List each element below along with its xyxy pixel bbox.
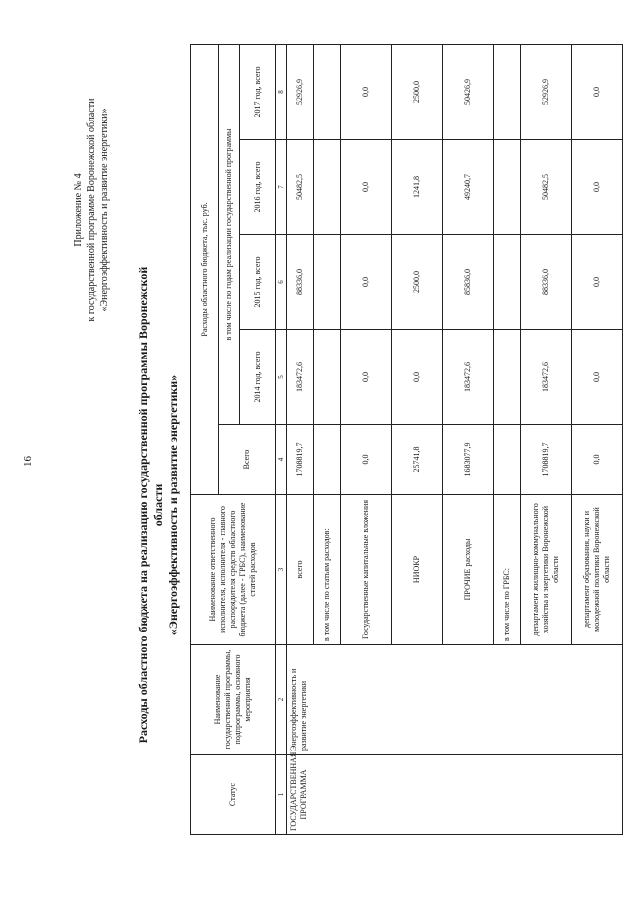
value-2016 (314, 140, 341, 235)
value-2014: 183472,6 (521, 330, 572, 425)
row-label: в том числе по статьям расходов: (314, 495, 341, 645)
value-2017: 50426,9 (443, 44, 494, 139)
row-label: департамент образования, науки и молодежной политики Воронежской области (572, 495, 623, 645)
row-label: всего (287, 495, 314, 645)
value-2015: 2500,0 (392, 235, 443, 330)
budget-table (190, 44, 623, 835)
header-status: Статус (191, 755, 276, 835)
row-label: ПРОЧИЕ расходы (443, 495, 494, 645)
value-total: 0,0 (341, 425, 392, 495)
appendix-line-1: Приложение № 4 (73, 173, 84, 247)
value-2016: 49240,7 (443, 140, 494, 235)
header-year-2017: 2017 год, всего (240, 44, 276, 139)
header-executor: Наименование ответственного исполнителя, исполнителя - главного распорядителя средств областного бюджета (далее - ГРБС), наименование статей расходов (191, 495, 276, 645)
column-number: 4 (276, 425, 287, 495)
header-expenses-group: Расходы областного бюджета, тыс. руб. (191, 44, 219, 494)
value-total: 0,0 (572, 425, 623, 495)
title-line-1: Расходы областного бюджета на реализацию государственной программы Воронежской области (136, 266, 165, 744)
value-2014 (314, 330, 341, 425)
row-label: в том числе по ГРБС: (494, 495, 521, 645)
value-2015: 88336,0 (521, 235, 572, 330)
value-total (494, 425, 521, 495)
appendix-block (72, 20, 111, 400)
value-2016: 50482,5 (287, 140, 314, 235)
value-2014: 0,0 (341, 330, 392, 425)
value-2014: 0,0 (572, 330, 623, 425)
column-number: 5 (276, 330, 287, 425)
value-2017 (314, 44, 341, 139)
appendix-line-3: «Энергоэффективность и развитие энергетики» (99, 108, 110, 312)
header-year-2015: 2015 год, всего (240, 235, 276, 330)
value-2017: 0,0 (572, 44, 623, 139)
program-name-cell: Энергоэффективность и развитие энергетики (287, 645, 623, 755)
value-2015: 0,0 (341, 235, 392, 330)
value-2017 (494, 44, 521, 139)
column-number: 1 (276, 755, 287, 835)
value-total (314, 425, 341, 495)
header-total: Всего (219, 425, 276, 495)
value-2016: 0,0 (572, 140, 623, 235)
column-number: 6 (276, 235, 287, 330)
value-2015: 0,0 (572, 235, 623, 330)
value-2014: 183472,6 (443, 330, 494, 425)
value-2016: 0,0 (341, 140, 392, 235)
row-label: НИОКР (392, 495, 443, 645)
value-2017: 2500,0 (392, 44, 443, 139)
value-total: 1708819,7 (521, 425, 572, 495)
column-number: 3 (276, 495, 287, 645)
value-2017: 0,0 (341, 44, 392, 139)
value-2014: 183472,6 (287, 330, 314, 425)
value-total: 25741,8 (392, 425, 443, 495)
value-2017: 52926,9 (287, 44, 314, 139)
value-2015: 88336,0 (287, 235, 314, 330)
value-2016: 1241,8 (392, 140, 443, 235)
title-line-2: «Энергоэффективность и развитие энергетики» (166, 374, 180, 636)
value-total: 1708819,7 (287, 425, 314, 495)
page-number: 16 (22, 456, 34, 467)
row-label: департамент жилищно-коммунального хозяйства и энергетики Воронежской области (521, 495, 572, 645)
header-year-2016: 2016 год, всего (240, 140, 276, 235)
value-2014 (494, 330, 521, 425)
value-2016: 50482,5 (521, 140, 572, 235)
status-cell: ГОСУДАРСТВЕННАЯ ПРОГРАММА (287, 755, 623, 835)
value-total: 1683077,9 (443, 425, 494, 495)
appendix-line-2: к государственной программе Воронежской области (86, 98, 97, 322)
value-2015 (494, 235, 521, 330)
document-title (136, 245, 181, 765)
value-2017: 52926,9 (521, 44, 572, 139)
column-number: 7 (276, 140, 287, 235)
header-program-name: Наименование государственной программы, подпрограммы, основного мероприятия (191, 645, 276, 755)
column-number: 2 (276, 645, 287, 755)
column-number: 8 (276, 44, 287, 139)
header-by-year-group: в том числе по годам реализации государственной программы (219, 44, 240, 424)
row-label: Государственные капитальные вложения (341, 495, 392, 645)
header-year-2014: 2014 год, всего (240, 330, 276, 425)
value-2015 (314, 235, 341, 330)
value-2016 (494, 140, 521, 235)
value-2015: 85836,0 (443, 235, 494, 330)
value-2014: 0,0 (392, 330, 443, 425)
